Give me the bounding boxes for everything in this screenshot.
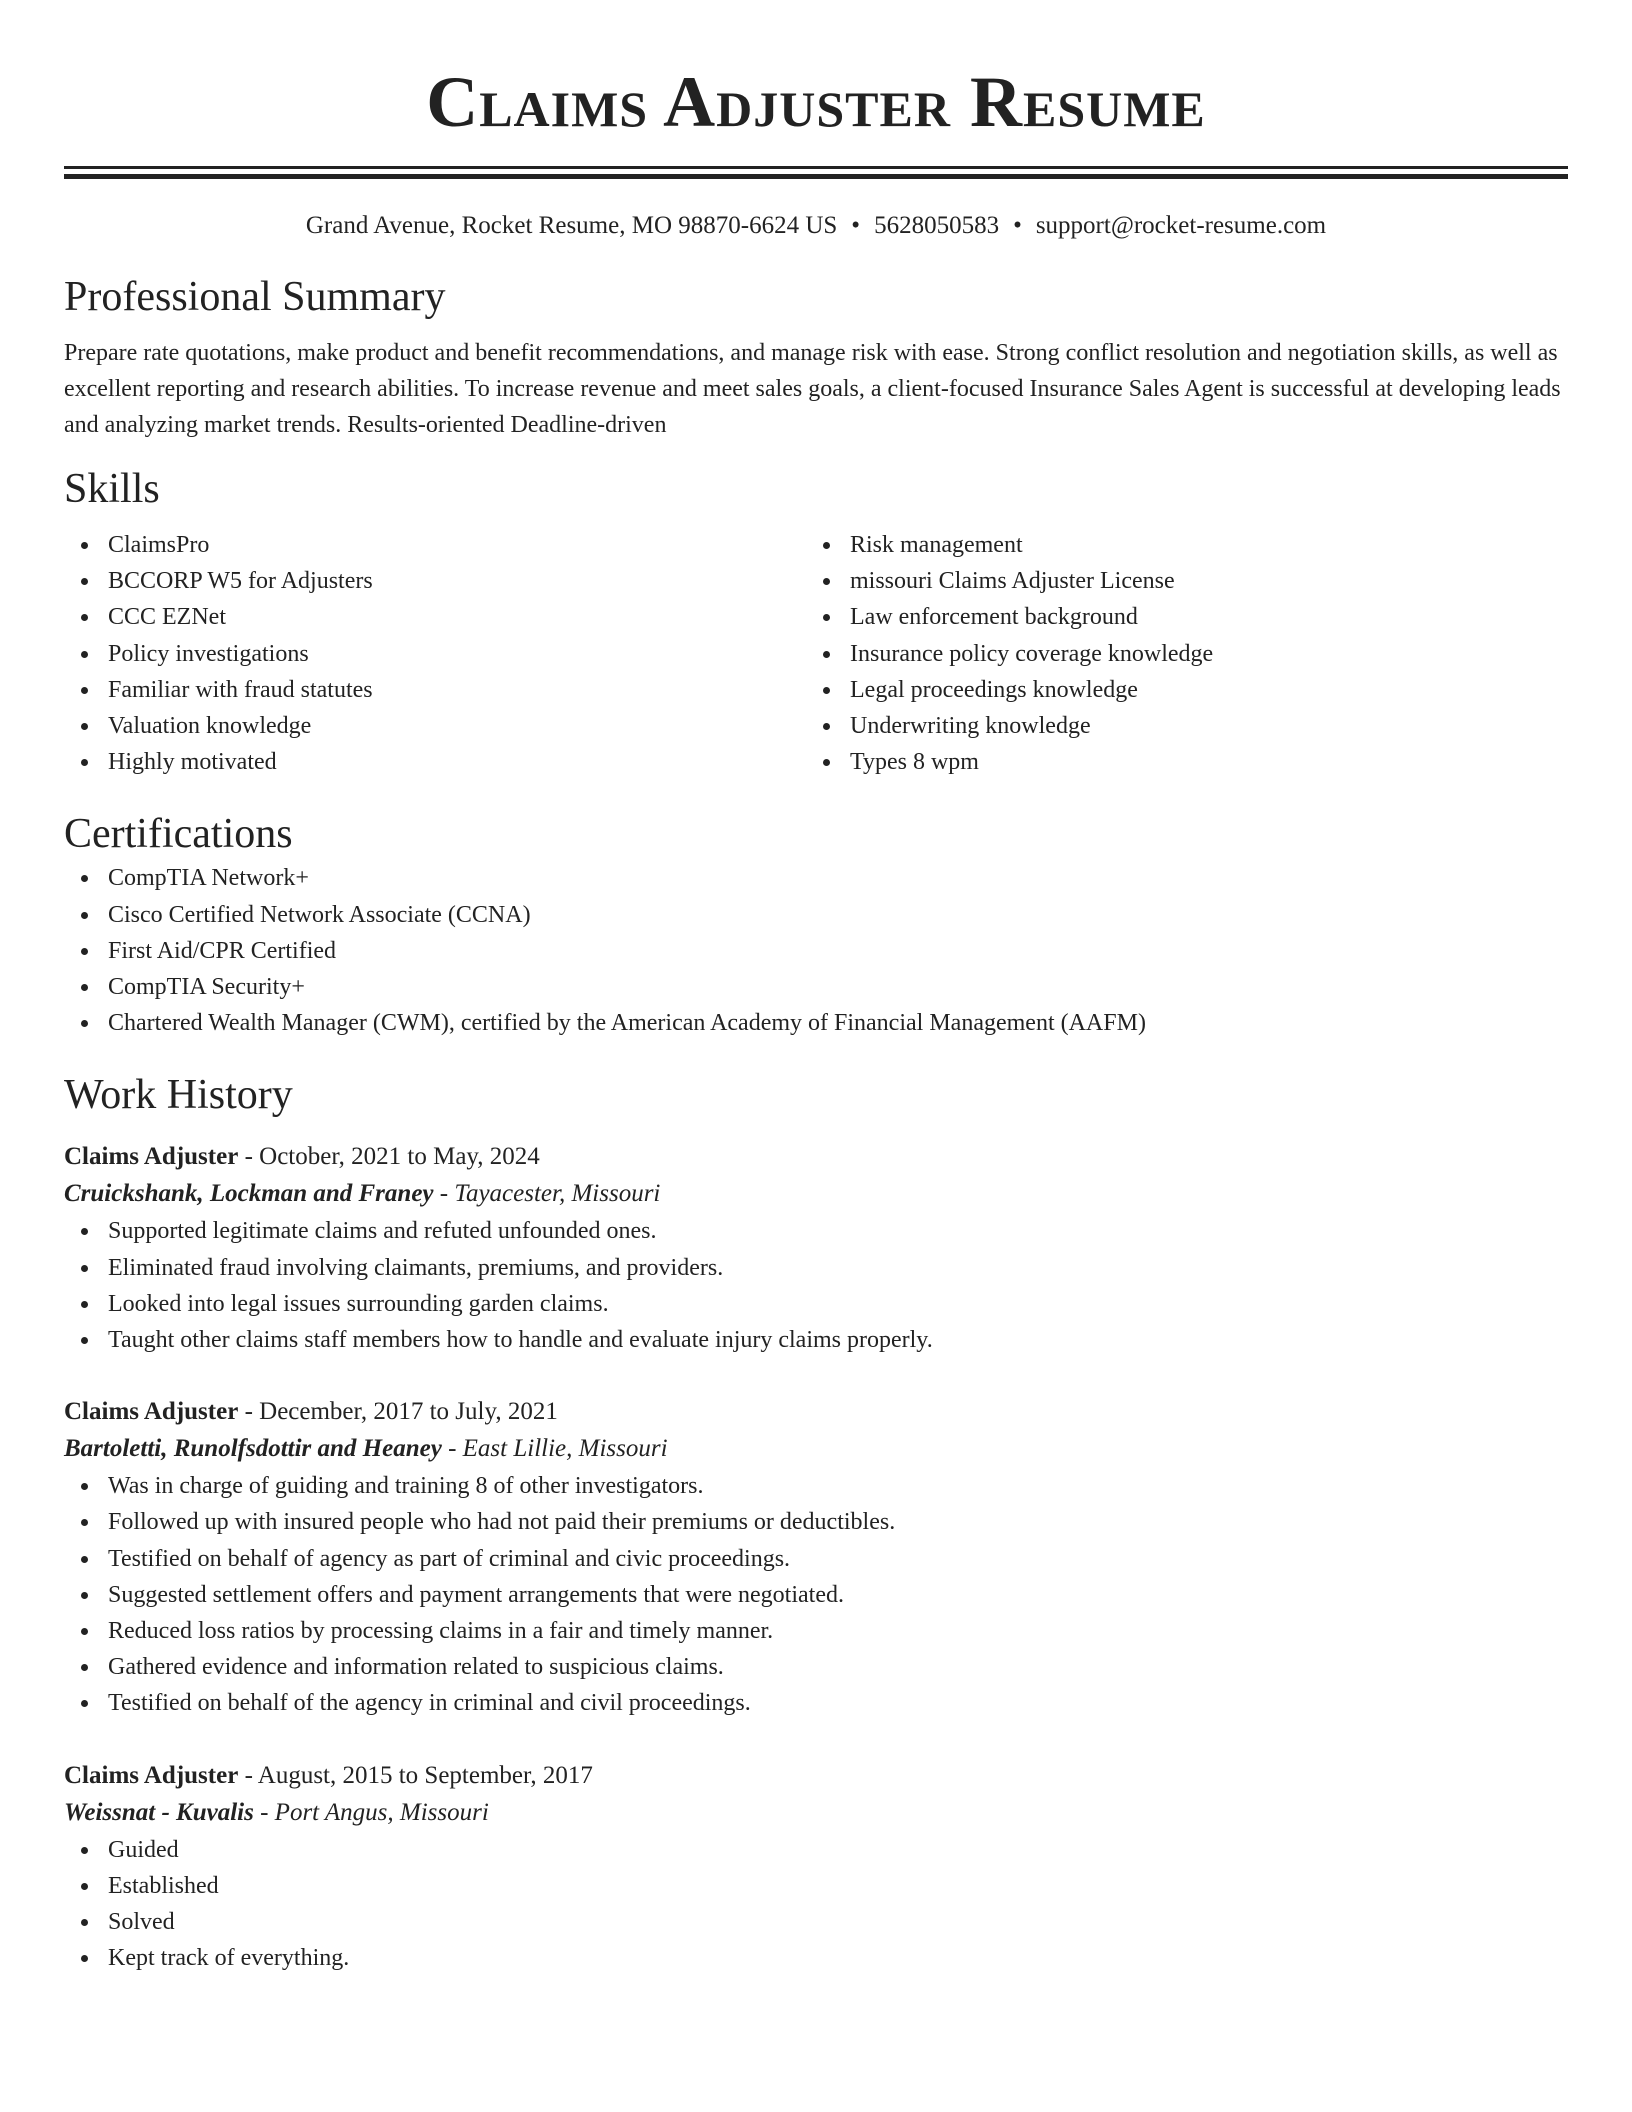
job-duty-item: Followed up with insured people who had not paid their premiums or deductibles.: [64, 1504, 1568, 1540]
certification-item: First Aid/CPR Certified: [64, 933, 1568, 969]
job-duty-item: Testified on behalf of agency as part of criminal and civic proceedings.: [64, 1541, 1568, 1577]
company-name: Cruickshank, Lockman and Franey: [64, 1180, 434, 1208]
job-title: Claims Adjuster: [64, 1398, 239, 1426]
job-header: [64, 1758, 1568, 1794]
job-duty-item: Solved: [64, 1904, 1568, 1940]
job-duty-item: Reduced loss ratios by processing claims in a fair and timely manner.: [64, 1613, 1568, 1649]
job-location: - Port Angus, Missouri: [253, 1798, 489, 1826]
contact-phone: 5628050583: [874, 212, 1000, 239]
job-duties-list: [64, 1213, 1568, 1358]
job-title: Claims Adjuster: [64, 1143, 239, 1171]
skill-item: Law enforcement background: [806, 599, 1548, 635]
certification-item: CompTIA Network+: [64, 860, 1568, 896]
skill-item: BCCORP W5 for Adjusters: [64, 563, 806, 599]
job-employer: [64, 1430, 1568, 1468]
job-duty-item: Looked into legal issues surrounding garden claims.: [64, 1286, 1568, 1322]
contact-address: Grand Avenue, Rocket Resume, MO 98870-6624 US: [305, 212, 838, 239]
company-name: Bartoletti, Runolfsdottir and Heaney: [64, 1435, 442, 1463]
contact-separator: •: [851, 212, 861, 239]
job-entry: [64, 1394, 1568, 1721]
contact-separator: •: [1013, 212, 1022, 239]
contact-email: support@rocket-resume.com: [1035, 212, 1327, 239]
contact-line: [64, 209, 1568, 243]
skill-item: Policy investigations: [64, 636, 806, 672]
skill-item: Familiar with fraud statutes: [64, 672, 806, 708]
job-dates: - October, 2021 to May, 2024: [238, 1143, 540, 1171]
job-dates: - December, 2017 to July, 2021: [238, 1398, 558, 1426]
job-duty-item: Testified on behalf of the agency in criminal and civil proceedings.: [64, 1685, 1568, 1721]
skill-item: Underwriting knowledge: [806, 708, 1548, 744]
job-location: - Tayacester, Missouri: [433, 1180, 661, 1208]
job-duty-item: Gathered evidence and information related to suspicious claims.: [64, 1649, 1568, 1685]
skills-columns: [64, 527, 1568, 780]
job-duty-item: Was in charge of guiding and training 8 of other investigators.: [64, 1468, 1568, 1504]
certification-item: Chartered Wealth Manager (CWM), certified by the American Academy of Financial Management (AAFM): [64, 1005, 1568, 1041]
skill-item: Types 8 wpm: [806, 744, 1548, 780]
skill-item: ClaimsPro: [64, 527, 806, 563]
skills-column-left: [64, 527, 806, 780]
certifications-heading: Certifications: [64, 811, 293, 858]
skill-item: Insurance policy coverage knowledge: [806, 636, 1548, 672]
summary-heading: Professional Summary: [64, 274, 446, 320]
skill-item: CCC EZNet: [64, 599, 806, 635]
job-duties-list: [64, 1468, 1568, 1721]
job-employer: [64, 1794, 1568, 1832]
job-duty-item: Suggested settlement offers and payment arrangements that were negotiated.: [64, 1577, 1568, 1613]
skill-item: Valuation knowledge: [64, 708, 806, 744]
title-divider-bottom: [64, 174, 1568, 179]
skills-heading: Skills: [64, 466, 160, 512]
job-employer: [64, 1175, 1568, 1213]
certification-item: Cisco Certified Network Associate (CCNA): [64, 897, 1568, 933]
job-entry: [64, 1758, 1568, 1977]
job-location: - East Lillie, Missouri: [441, 1435, 668, 1463]
skills-column-right: [806, 527, 1548, 780]
skill-item: missouri Claims Adjuster License: [806, 563, 1548, 599]
work-history-heading: Work History: [64, 1072, 293, 1119]
job-duty-item: Taught other claims staff members how to handle and evaluate injury claims properly.: [64, 1322, 1568, 1358]
job-title: Claims Adjuster: [64, 1761, 239, 1789]
job-duties-list: [64, 1832, 1568, 1977]
skill-item: Legal proceedings knowledge: [806, 672, 1548, 708]
job-duty-item: Eliminated fraud involving claimants, premiums, and providers.: [64, 1250, 1568, 1286]
job-duty-item: Supported legitimate claims and refuted unfounded ones.: [64, 1213, 1568, 1249]
job-duty-item: Guided: [64, 1832, 1568, 1868]
job-entry: [64, 1139, 1568, 1358]
resume-title: Claims Adjuster Resume: [426, 62, 1206, 142]
title-divider-top: [64, 166, 1568, 169]
skills-list-right: [806, 527, 1548, 780]
certifications-list: [64, 860, 1568, 1041]
summary-text: Prepare rate quotations, make product and benefit recommendations, and manage risk with ease. Strong conflict resolution and negotiation skills, as well as excellent reporting and research abilities. To increase revenue and meet sales goals, a client-focused Insurance Sales Agent is successful at developing leads and analyzing market trends. Results-oriented Deadline-driven: [64, 340, 1561, 438]
skill-item: Risk management: [806, 527, 1548, 563]
job-duty-item: Kept track of everything.: [64, 1940, 1568, 1976]
company-name: Weissnat - Kuvalis: [64, 1798, 254, 1826]
job-header: [64, 1394, 1568, 1430]
job-header: [64, 1139, 1568, 1175]
job-dates: - August, 2015 to September, 2017: [238, 1761, 593, 1789]
job-duty-item: Established: [64, 1868, 1568, 1904]
skill-item: Highly motivated: [64, 744, 806, 780]
skills-list-left: [64, 527, 806, 780]
certification-item: CompTIA Security+: [64, 969, 1568, 1005]
